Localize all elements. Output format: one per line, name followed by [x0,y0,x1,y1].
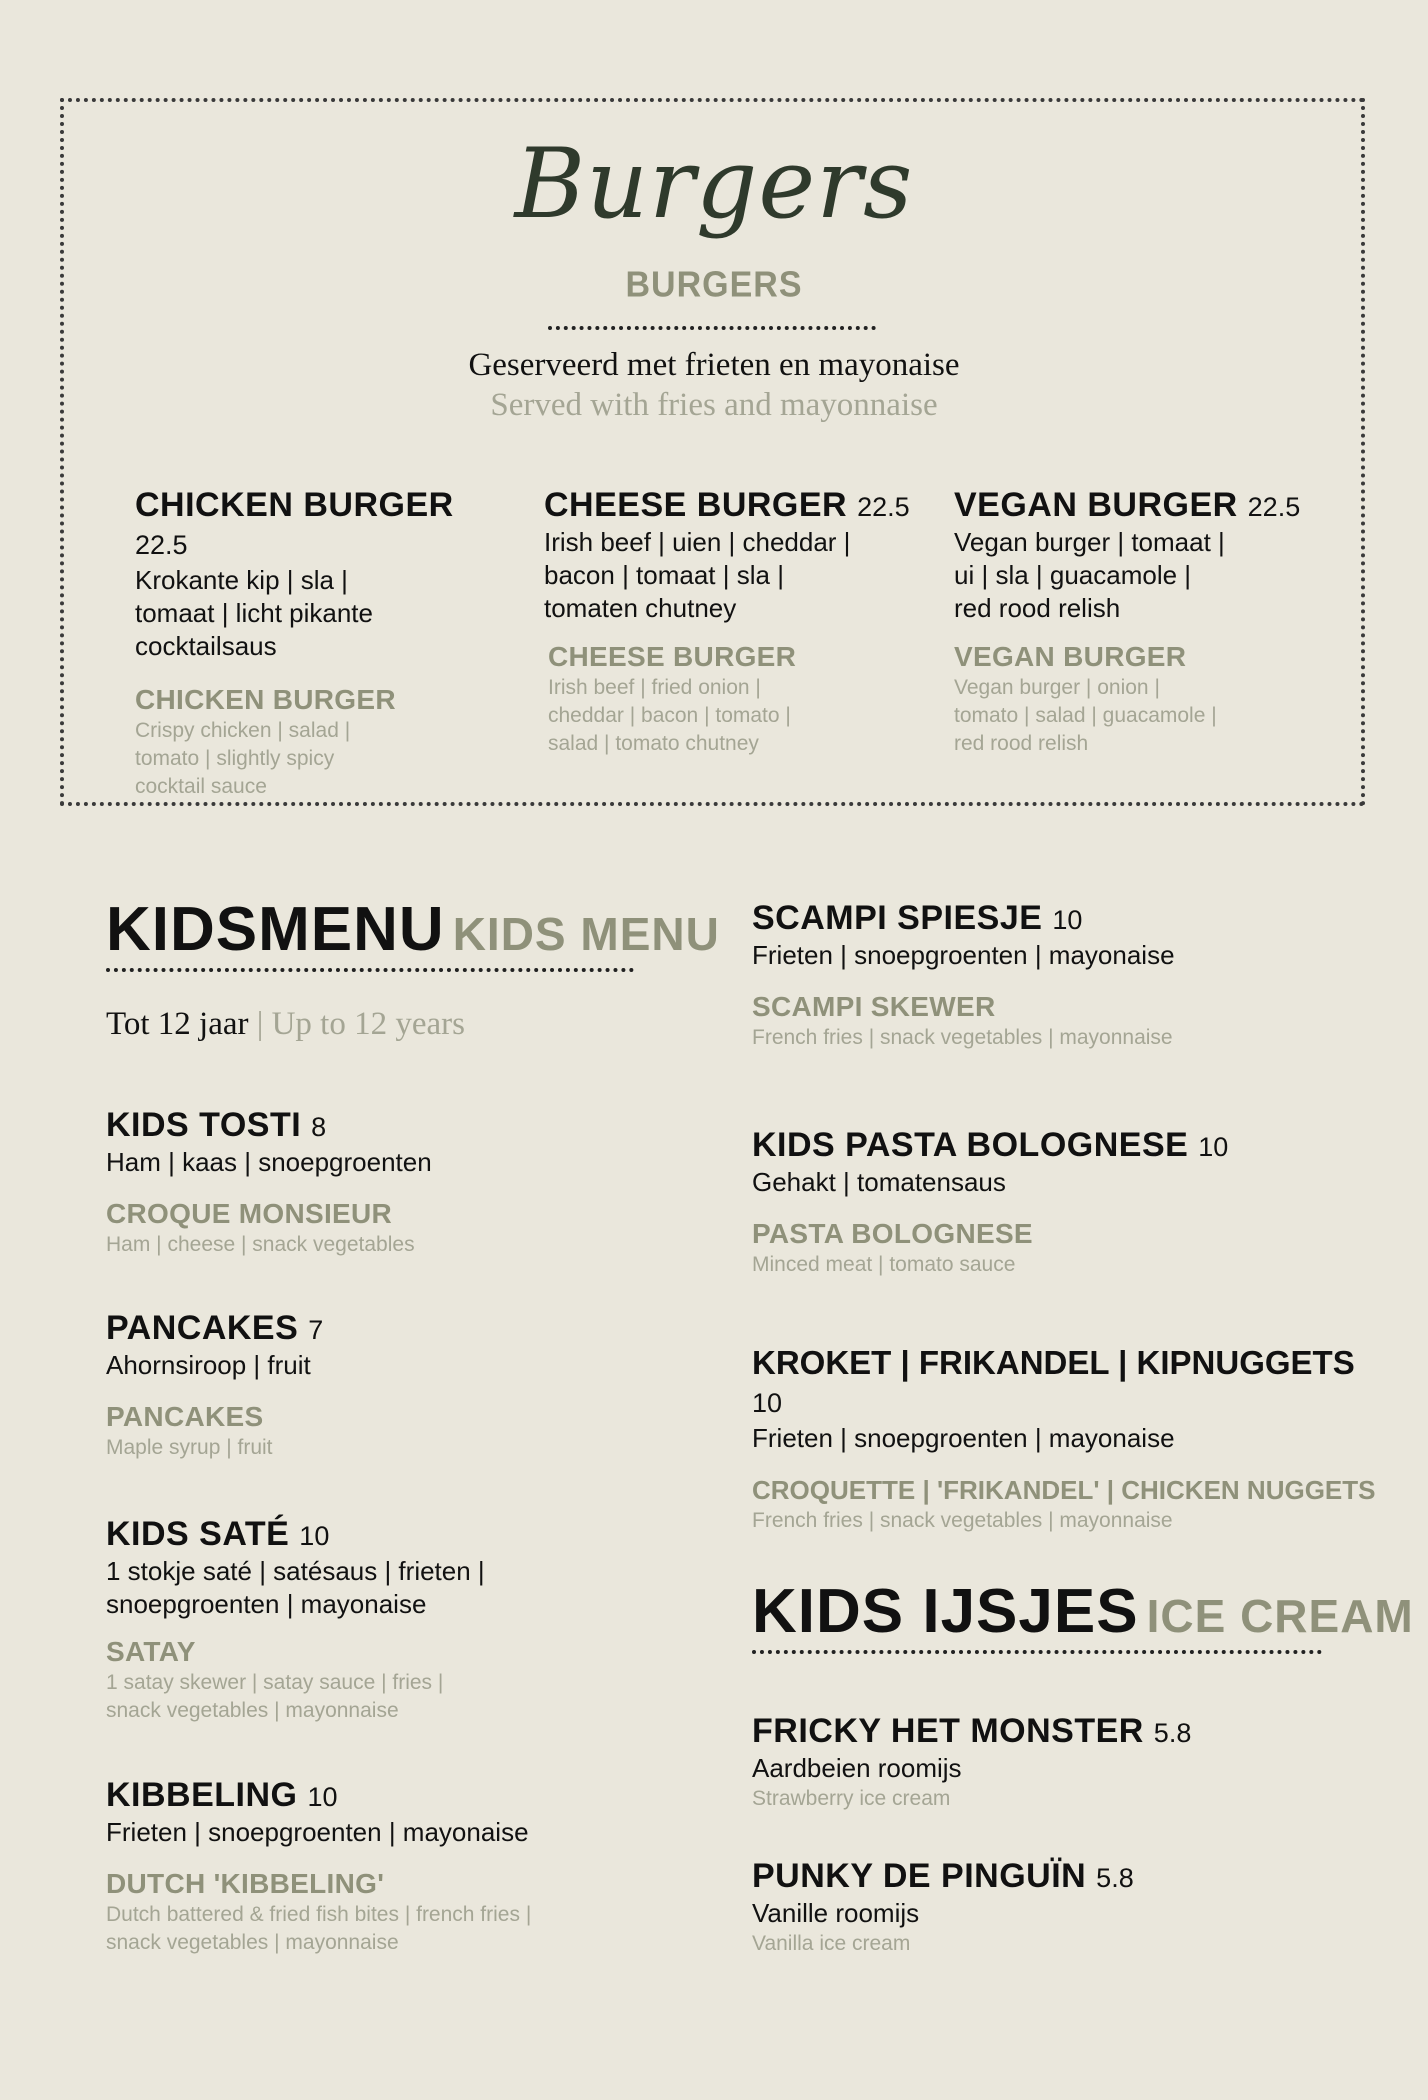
ice-cream-heading-en: ICE CREAM [1146,1590,1414,1642]
item-name-en: SATAY [106,1636,196,1667]
ice-item-punky [752,1857,1372,1958]
kidsmenu-age: Tot 12 jaar | Up to 12 years [106,1006,465,1042]
item-price: 10 [1198,1132,1229,1162]
ice-cream-divider [752,1650,1322,1654]
item-name-en: CHEESE BURGER [548,641,797,672]
item-name: SCAMPI SPIESJE 10 [752,899,1083,937]
kids-item-pasta [752,1126,1372,1279]
item-desc-nl: 1 stokje saté | satésaus | frieten | snoepgroenten | mayonaise [106,1556,485,1619]
item-desc-nl: Frieten | snoepgroenten | mayonaise [752,1423,1175,1453]
item-name-en: DUTCH 'KIBBELING' [106,1868,385,1899]
item-name: PANCAKES 7 [106,1309,324,1347]
item-name-en: CROQUE MONSIEUR [106,1198,393,1229]
item-name-en: SCAMPI SKEWER [752,991,996,1022]
ice-cream-heading: KIDS IJSJES ICE CREAM [752,1577,1414,1646]
item-desc-nl: Gehakt | tomatensaus [752,1167,1006,1197]
kidsmenu-heading-en: KIDS MENU [452,908,720,960]
burgers-script-title: Burgers [514,128,914,240]
kids-item-kibbeling [106,1776,706,1957]
kids-item-sate [106,1515,666,1725]
burgers-note-nl: Geserveerd met frieten en mayonaise [468,347,960,383]
kids-item-scampi [752,899,1372,1052]
item-name: KIDS TOSTI 8 [106,1106,327,1144]
item-desc-en: Strawberry ice cream [752,1787,951,1810]
item-desc-en: Dutch battered & fried fish bites | french fries | snack vegetables | mayonnaise [106,1903,532,1954]
item-desc-en: Maple syrup | fruit [106,1436,273,1459]
item-desc-nl: Frieten | snoepgroenten | mayonaise [752,940,1175,970]
item-desc-nl: Vanille roomijs [752,1898,920,1928]
kids-item-kroket [752,1344,1392,1535]
item-name: KIDS PASTA BOLOGNESE 10 [752,1126,1229,1164]
item-name: PUNKY DE PINGUÏN 5.8 [752,1857,1134,1895]
item-desc-en: Vanilla ice cream [752,1932,911,1955]
burger-item-vegan [954,486,1324,758]
item-name: CHEESE BURGER 22.5 [544,486,910,524]
item-name-en: CHICKEN BURGER [135,684,396,715]
item-price: 8 [311,1112,327,1142]
kids-item-pancakes [106,1309,666,1462]
item-desc-en: French fries | snack vegetables | mayonnaise [752,1026,1173,1049]
burger-item-cheese [544,486,914,758]
item-price: 10 [752,1388,783,1418]
kids-item-tosti [106,1106,666,1259]
item-desc-nl: Ham | kaas | snoepgroenten [106,1147,432,1177]
item-desc-nl: Frieten | snoepgroenten | mayonaise [106,1817,529,1847]
item-name: KROKET | FRIKANDEL | KIPNUGGETS 10 [752,1344,1355,1418]
kidsmenu-heading: KIDSMENU KIDS MENU [106,895,720,964]
item-name: KIBBELING 10 [106,1776,338,1814]
burgers-heading-divider [548,326,876,330]
item-price: 10 [1052,905,1083,935]
ice-item-fricky [752,1712,1372,1813]
item-desc-en: French fries | snack vegetables | mayonnaise [752,1509,1173,1532]
burgers-note-en: Served with fries and mayonnaise [490,387,938,423]
item-desc-nl: Ahornsiroop | fruit [106,1350,311,1380]
item-name-en: PANCAKES [106,1401,264,1432]
item-desc-en: 1 satay skewer | satay sauce | fries | snack vegetables | mayonnaise [106,1671,444,1722]
item-price: 5.8 [1096,1863,1134,1893]
kidsmenu-divider [106,968,634,972]
item-desc-en: Crispy chicken | salad | tomato | slightly spicy cocktail sauce [135,719,351,798]
item-desc-nl: Irish beef | uien | cheddar | bacon | tomaat | sla | tomaten chutney [544,527,851,623]
burger-item-chicken [135,486,495,801]
item-name-en: PASTA BOLOGNESE [752,1218,1033,1249]
item-name-en: CROQUETTE | 'FRIKANDEL' | CHICKEN NUGGETS [752,1475,1376,1505]
item-desc-nl: Vegan burger | tomaat | ui | sla | guacamole | red rood relish [954,527,1225,623]
item-name: FRICKY HET MONSTER 5.8 [752,1712,1192,1750]
item-desc-en: Minced meat | tomato sauce [752,1253,1016,1276]
item-price: 7 [308,1315,324,1345]
item-name: CHICKEN BURGER 22.5 [135,486,454,560]
item-price: 10 [307,1782,338,1812]
item-price: 22.5 [857,492,910,522]
item-desc-en: Ham | cheese | snack vegetables [106,1233,415,1256]
item-price: 5.8 [1153,1718,1192,1748]
burgers-heading: BURGERS [625,265,803,305]
item-desc-nl: Aardbeien roomijs [752,1753,962,1783]
kidsmenu-age-en: Up to 12 years [271,1006,465,1042]
item-price: 22.5 [1247,492,1301,522]
item-desc-en: Vegan burger | onion | tomato | salad | guacamole | red rood relish [954,676,1217,755]
item-name: VEGAN BURGER 22.5 [954,486,1301,524]
item-desc-nl: Krokante kip | sla | tomaat | licht pikante cocktailsaus [135,565,373,661]
item-desc-en: Irish beef | fried onion | cheddar | bacon | tomato | salad | tomato chutney [548,676,791,755]
item-name: KIDS SATÉ 10 [106,1515,330,1553]
item-price: 22.5 [135,530,188,560]
item-name-en: VEGAN BURGER [954,641,1187,672]
item-price: 10 [299,1521,330,1551]
